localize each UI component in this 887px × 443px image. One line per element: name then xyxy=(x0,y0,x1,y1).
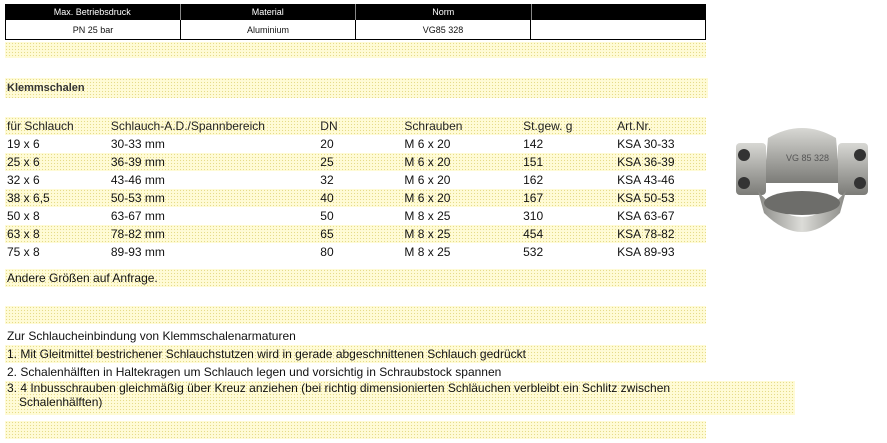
cell-dn: 65 xyxy=(320,227,334,241)
cell-weight: 310 xyxy=(523,209,544,223)
instructions-heading: Zur Schlaucheinbindung von Klemmschalenarmaturen xyxy=(7,329,296,343)
cell-screws: M 6 x 20 xyxy=(404,155,451,169)
cell-weight: 162 xyxy=(523,173,544,187)
cell-range: 43-46 mm xyxy=(110,173,165,187)
cell-dn: 25 xyxy=(320,155,334,169)
cell-hose: 25 x 6 xyxy=(7,155,40,169)
cell-dn: 40 xyxy=(320,191,334,205)
cell-dn: 20 xyxy=(320,137,334,151)
cell-hose: 63 x 8 xyxy=(7,227,40,241)
spacer-band-2 xyxy=(5,306,706,324)
bolt-icon xyxy=(738,149,750,161)
cell-range: 36-39 mm xyxy=(110,155,165,169)
cell-hose: 75 x 8 xyxy=(7,245,40,259)
spec-header-row xyxy=(5,4,706,20)
note-text: Andere Größen auf Anfrage. xyxy=(5,269,706,287)
bore xyxy=(764,191,840,215)
instructions xyxy=(5,327,795,415)
table-header-row xyxy=(5,117,706,135)
cell-range: 78-82 mm xyxy=(110,227,165,241)
table-row xyxy=(5,225,706,243)
cell-artnr: KSA 43-46 xyxy=(617,173,675,187)
cell-dn: 80 xyxy=(320,245,334,259)
cell-screws: M 8 x 25 xyxy=(404,209,451,223)
cell-screws: M 6 x 20 xyxy=(404,173,451,187)
spec-table xyxy=(5,4,706,40)
spec-value-material: Aluminium xyxy=(181,20,356,39)
cell-weight: 142 xyxy=(523,137,544,151)
col-range: Schlauch-A.D./Spannbereich xyxy=(110,119,265,133)
spec-header-pressure: Max. Betriebsdruck xyxy=(5,4,181,20)
table-row xyxy=(5,243,706,261)
spacer-band xyxy=(5,42,706,58)
instruction-step-3-text: 3. 4 Inbusschrauben gleichmäßig über Kreuz anziehen (bei richtig dimensionierten Schläuchen verbleibt ein Schlitz zwischen xyxy=(7,381,671,395)
cell-artnr: KSA 30-33 xyxy=(617,137,675,151)
cell-artnr: KSA 89-93 xyxy=(617,245,675,259)
cell-range: 63-67 mm xyxy=(110,209,165,223)
col-weight: St.gew. g xyxy=(523,119,573,133)
cell-screws: M 8 x 25 xyxy=(404,245,451,259)
instruction-step-3-cont: Schalenhälften) xyxy=(19,395,103,409)
table-row xyxy=(5,189,706,207)
col-screws: Schrauben xyxy=(404,119,463,133)
cell-weight: 532 xyxy=(523,245,544,259)
cell-artnr: KSA 36-39 xyxy=(617,155,675,169)
cell-hose: 50 x 8 xyxy=(7,209,40,223)
cell-artnr: KSA 78-82 xyxy=(617,227,675,241)
col-artnr: Art.Nr. xyxy=(617,119,652,133)
cell-hose: 38 x 6,5 xyxy=(7,191,50,205)
instruction-step-2: 2. Schalenhälften in Haltekragen um Schlauch legen und vorsichtig in Schraubstock spannen xyxy=(7,365,502,379)
cell-artnr: KSA 50-53 xyxy=(617,191,675,205)
cell-screws: M 6 x 20 xyxy=(404,191,451,205)
table-row xyxy=(5,153,706,171)
product-label: VG 85 328 xyxy=(786,153,830,163)
cell-hose: 19 x 6 xyxy=(7,137,40,151)
cell-dn: 50 xyxy=(320,209,334,223)
cell-screws: M 6 x 20 xyxy=(404,137,451,151)
cell-range: 50-53 mm xyxy=(110,191,165,205)
cell-artnr: KSA 63-67 xyxy=(617,209,675,223)
cell-range: 30-33 mm xyxy=(110,137,165,151)
cell-hose: 32 x 6 xyxy=(7,173,40,187)
cell-weight: 151 xyxy=(523,155,544,169)
col-hose: für Schlauch xyxy=(7,119,74,133)
cell-weight: 167 xyxy=(523,191,544,205)
cell-dn: 32 xyxy=(320,173,334,187)
table-row xyxy=(5,135,706,153)
spec-header-norm: Norm xyxy=(356,4,532,20)
spacer-band-3 xyxy=(5,421,706,439)
spec-header-empty xyxy=(532,4,707,20)
instruction-step-3 xyxy=(5,381,795,415)
spec-value-empty xyxy=(531,20,705,39)
col-dn: DN xyxy=(320,119,338,133)
instruction-step-1: 1. Mit Gleitmittel bestrichener Schlauchstutzen wird in gerade abgeschnittenen Schlauch gedrückt xyxy=(5,345,706,363)
bolt-icon xyxy=(738,177,750,189)
bolt-icon xyxy=(854,149,866,161)
clamp-table xyxy=(5,117,706,261)
cell-range: 89-93 mm xyxy=(110,245,165,259)
table-row xyxy=(5,171,706,189)
cell-screws: M 8 x 25 xyxy=(404,227,451,241)
spec-header-material: Material xyxy=(181,4,357,20)
table-row xyxy=(5,207,706,225)
spec-value-pressure: PN 25 bar xyxy=(6,20,181,39)
clamp-shell-image xyxy=(728,113,876,248)
cell-weight: 454 xyxy=(523,227,544,241)
spec-value-norm: VG85 328 xyxy=(356,20,531,39)
section-title: Klemmschalen xyxy=(5,78,708,98)
bolt-icon xyxy=(854,177,866,189)
spec-value-row xyxy=(5,20,706,40)
